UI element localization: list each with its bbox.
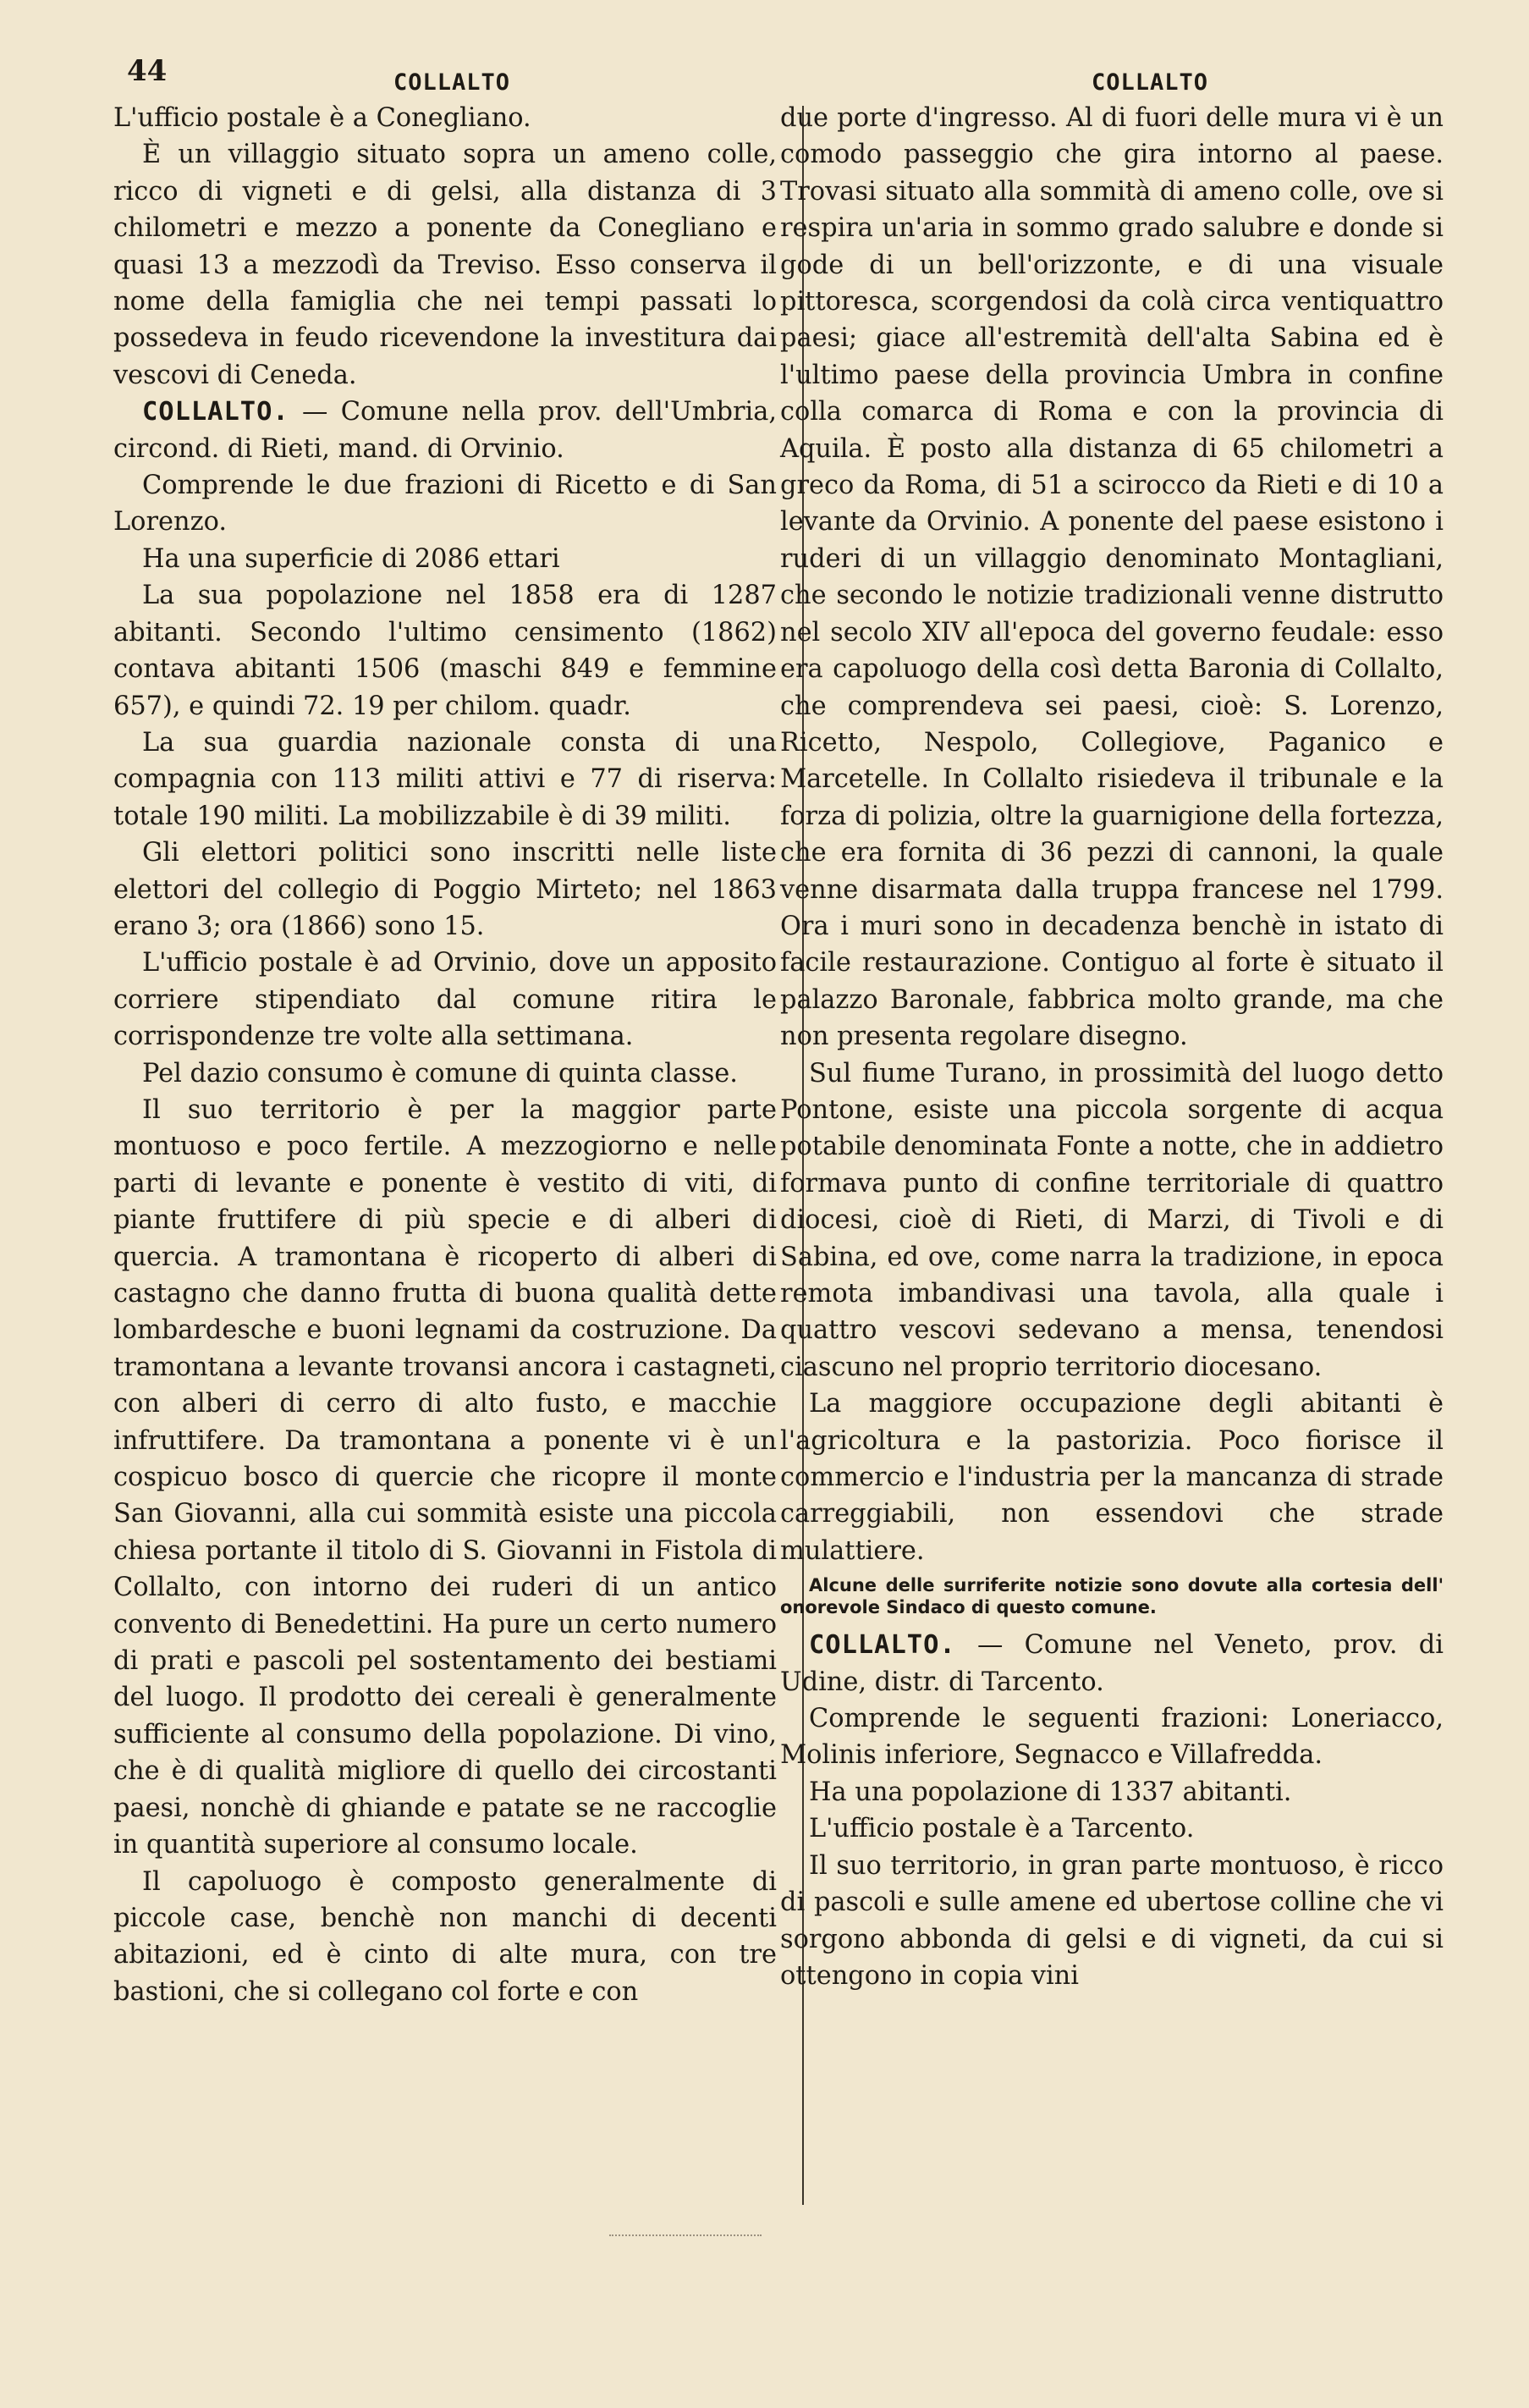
- paragraph: La sua popolazione nel 1858 era di 1287 abitanti. Secondo l'ultimo censimento (1862) contava abitanti 1506 (maschi 849 e femmine 657), e quindi 72. 19 per chilom. quadr.: [113, 581, 777, 721]
- paragraph: Ha una popolazione di 1337 abitanti.: [809, 1777, 1292, 1807]
- right-column: [780, 100, 1444, 1994]
- paragraph: Comprende le due frazioni di Ricetto e di San Lorenzo.: [113, 471, 777, 537]
- paragraph: È un villaggio situato sopra un ameno colle, ricco di vigneti e di gelsi, alla distanza di 3 chilometri e mezzo a ponente da Conegliano e quasi 13 a mezzodì da Treviso. Esso conserva il nome della famiglia che nei tempi passati lo possedeva in feudo ricevendone la investitura dai vescovi di Ceneda.: [113, 140, 777, 390]
- footer-dotted-mark: [609, 2234, 762, 2238]
- entry-paragraph: [780, 1627, 1444, 1700]
- paragraph: Comprende le seguenti frazioni: Loneriacco, Molinis inferiore, Segnacco e Villafredda.: [780, 1704, 1444, 1771]
- paragraph: L'ufficio postale è a Tarcento.: [809, 1814, 1195, 1844]
- entry-paragraph: [113, 394, 777, 467]
- footnote: Alcune delle surriferite notizie sono dovute alla cortesia dell' onorevole Sindaco di questo comune.: [780, 1575, 1444, 1618]
- paragraph: L'ufficio postale è a Conegliano.: [113, 103, 531, 133]
- running-head-left: COLLALTO: [393, 69, 511, 96]
- page-number: 44: [127, 54, 168, 88]
- paragraph: due porte d'ingresso. Al di fuori delle mura vi è un comodo passeggio che gira intorno al paese. Trovasi situato alla sommità di ameno colle, ove si respira un'aria in sommo grado salubre e donde si gode di un bell'orizzonte, e di una visuale pittoresca, scorgendosi da colà circa ventiquattro paesi; giace all'estremità dell'alta Sabina ed è l'ultimo paese della provincia Umbra in confine colla comarca di Roma e con la provincia di Aquila. È posto alla distanza di 65 chilometri a greco da Roma, di 51 a scirocco da Rieti e di 10 a levante da Orvinio. A ponente del paese esistono i ruderi di un villaggio denominato Montagliani, che secondo le notizie tradizionali venne distrutto nel secolo XIV all'epoca del governo feudale: esso era capoluogo della così detta Baronia di Collalto, che comprendeva sei paesi, cioè: S. Lorenzo, Ricetto, Nespolo, Collegiove, Paganico e Marcetelle. In Collalto risiedeva il tribunale e la forza di polizia, oltre la guarnigione della fortezza, che era fornita di 36 pezzi di cannoni, la quale venne disarmata dalla truppa francese nel 1799. Ora i muri sono in decadenza benchè in istato di facile restaurazione. Contiguo al forte è situato il palazzo Baronale, fabbrica molto grande, ma che non presenta regolare disegno.: [780, 103, 1444, 1052]
- paragraph: Il suo territorio, in gran parte montuoso, è ricco di pascoli e sulle amene ed ubertose colline che vi sorgono abbonda di gelsi e di vigneti, da cui si ottengono in copia vini: [780, 1850, 1444, 1991]
- paragraph: Ha una superficie di 2086 ettari: [142, 543, 560, 574]
- paragraph: Pel dazio consumo è comune di quinta classe.: [142, 1058, 738, 1088]
- paragraph: La maggiore occupazione degli abitanti è l'agricoltura e la pastorizia. Poco fiorisce il commercio e l'industria per la mancanza di strade carreggiabili, non essendovi che strade mulattiere.: [780, 1389, 1444, 1566]
- paragraph: Gli elettori politici sono inscritti nelle liste elettori del collegio di Poggio Mirteto; nel 1863 erano 3; ora (1866) sono 15.: [113, 838, 777, 941]
- entry-text: — Comune nel Veneto, prov. di Udine, distr. di Tarcento.: [780, 1630, 1444, 1697]
- left-column: [113, 100, 777, 2010]
- paragraph: Il suo territorio è per la maggior parte montuoso e poco fertile. A mezzogiorno e nelle parti di levante e ponente è vestito di viti, di piante fruttifere di più specie e di alberi di quercia. A tramontana è ricoperto di alberi di castagno che danno frutta di buona qualità dette lombardesche e buoni legnami da costruzione. Da tramontana a levante trovansi ancora i castagneti, con alberi di cerro di alto fusto, e macchie infruttifere. Da tramontana a ponente vi è un cospicuo bosco di quercie che ricopre il monte San Giovanni, alla cui sommità esiste una piccola chiesa portante il titolo di S. Giovanni in Fistola di Collalto, con intorno dei ruderi di un antico convento di Benedettini. Ha pure un certo numero di prati e pascoli pel sostentamento dei bestiami del luogo. Il prodotto dei cereali è generalmente sufficiente al consumo della popolazione. Di vino, che è di qualità migliore di quello dei circostanti paesi, nonchè di ghiande e patate se ne raccoglie in quantità superiore al consumo locale.: [113, 1094, 777, 1860]
- running-head-right: COLLALTO: [1092, 69, 1209, 96]
- paragraph: Sul fiume Turano, in prossimità del luogo detto Pontone, esiste una piccola sorgente di acqua potabile denominata Fonte a notte, che in addietro formava punto di confine territoriale di quattro diocesi, cioè di Rieti, di Marzi, di Tivoli e di Sabina, ed ove, come narra la tradizione, in epoca remota imbandivasi una tavola, alla quale i quattro vescovi sedevano a mensa, tenendosi ciascuno nel proprio territorio diocesano.: [780, 1058, 1444, 1382]
- entry-headword: COLLALTO.: [809, 1630, 956, 1661]
- paragraph: Il capoluogo è composto generalmente di piccole case, benchè non manchi di decenti abitazioni, ed è cinto di alte mura, con tre bastioni, che si collegano col forte e con: [113, 1866, 777, 2007]
- entry-text: — Comune nella prov. dell'Umbria, circond. di Rieti, mand. di Orvinio.: [113, 397, 777, 464]
- paragraph: L'ufficio postale è ad Orvinio, dove un apposito corriere stipendiato dal comune ritira le corrispondenze tre volte alla settimana.: [113, 948, 777, 1052]
- paragraph: La sua guardia nazionale consta di una compagnia con 113 militi attivi e 77 di riserva: totale 190 militi. La mobilizzabile è di 39 militi.: [113, 727, 777, 831]
- entry-headword: COLLALTO.: [142, 397, 289, 427]
